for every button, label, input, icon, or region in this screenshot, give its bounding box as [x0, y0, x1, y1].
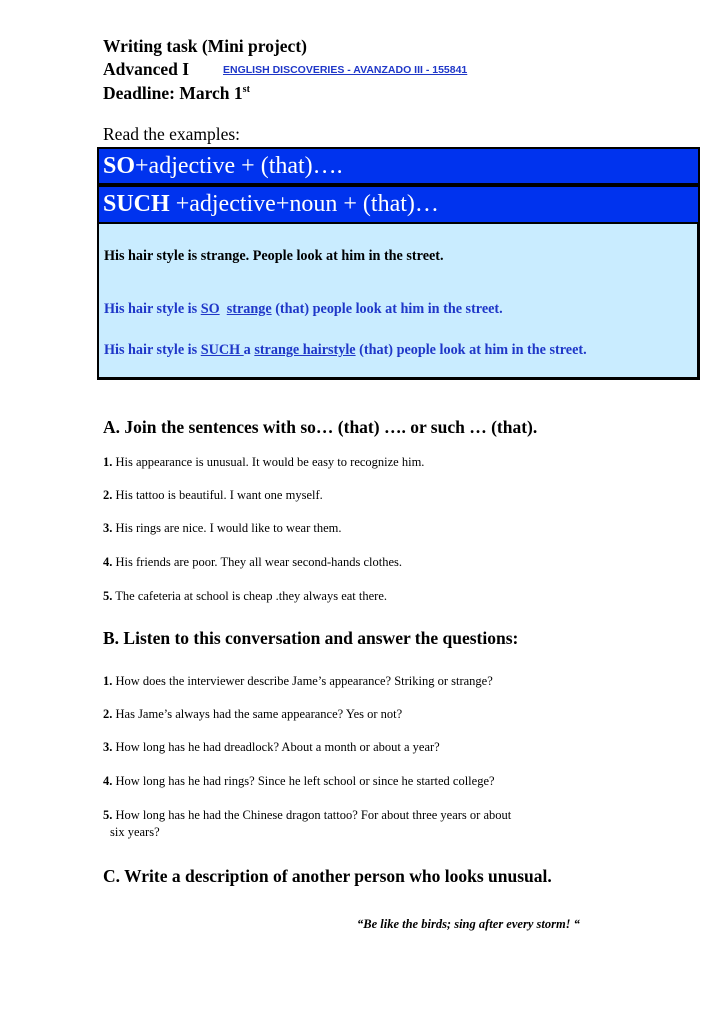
section-a-item: 5. The cafeteria at school is cheap .they always eat there.: [103, 589, 388, 603]
example-so: [104, 301, 503, 318]
so-keyword: SO: [103, 153, 136, 179]
example-such-keyword: SUCH: [200, 342, 244, 358]
section-b-item: 3. How long has he had dreadlock? About a month or about a year?: [103, 740, 440, 754]
example-base: His hair style is strange. People look at him in the street.: [104, 248, 444, 264]
title-line: Writing task (Mini project): [103, 36, 307, 56]
section-b-item: 2. Has Jame’s always had the same appearance? Yes or not?: [103, 707, 403, 721]
section-b-item-continuation: six years?: [110, 825, 160, 839]
course-name: ENGLISH DISCOVERIES - AVANZADO III - 155841: [223, 64, 468, 76]
section-b-item: 5. How long has he had the Chinese dragon tattoo? For about three years or about: [103, 808, 512, 822]
such-rule-rest: +adjective+noun + (that)…: [169, 191, 439, 217]
example-such-noun-phrase: strange hairstyle: [254, 342, 356, 358]
section-a-item: 3. His rings are nice. I would like to wear them.: [103, 521, 342, 535]
section-c-title: C. Write a description of another person who looks unusual.: [103, 866, 552, 886]
so-rule: [97, 147, 700, 185]
example-so-prefix: His hair style is: [104, 301, 201, 317]
example-such-suffix: (that) people look at him in the street.: [355, 342, 587, 358]
section-b-item: 1. How does the interviewer describe Jame’s appearance? Striking or strange?: [103, 674, 493, 688]
level-label: Advanced I: [103, 59, 190, 79]
so-rule-rest: +adjective + (that)….: [135, 153, 343, 179]
section-b-title: B. Listen to this conversation and answer the questions:: [103, 628, 519, 648]
example-so-keyword: SO: [200, 301, 220, 317]
section-a-title: A. Join the sentences with so… (that) …. or such … (that).: [103, 417, 538, 437]
deadline-line: [103, 83, 250, 104]
example-box: [97, 222, 700, 380]
section-b-item: 4. How long has he had rings? Since he left school or since he started college?: [103, 774, 495, 788]
such-keyword: SUCH: [103, 191, 170, 217]
example-such-article: a: [243, 342, 255, 358]
such-rule: [97, 185, 700, 224]
example-so-adjective: strange: [226, 301, 272, 317]
intro-text: Read the examples:: [103, 124, 241, 144]
section-a-item: 1. His appearance is unusual. It would be easy to recognize him.: [103, 455, 425, 469]
example-so-suffix: (that) people look at him in the street.: [271, 301, 503, 317]
section-a-item: 4. His friends are poor. They all wear second-hands clothes.: [103, 555, 402, 569]
deadline-sup: st: [242, 84, 250, 96]
example-such-prefix: His hair style is: [104, 342, 201, 358]
closing-quote: “Be like the birds; sing after every storm! “: [357, 917, 580, 931]
section-a-item: 2. His tattoo is beautiful. I want one myself.: [103, 488, 323, 502]
example-such: [104, 342, 587, 359]
level-line: [103, 59, 189, 80]
deadline-text: Deadline: March 1: [103, 83, 243, 103]
